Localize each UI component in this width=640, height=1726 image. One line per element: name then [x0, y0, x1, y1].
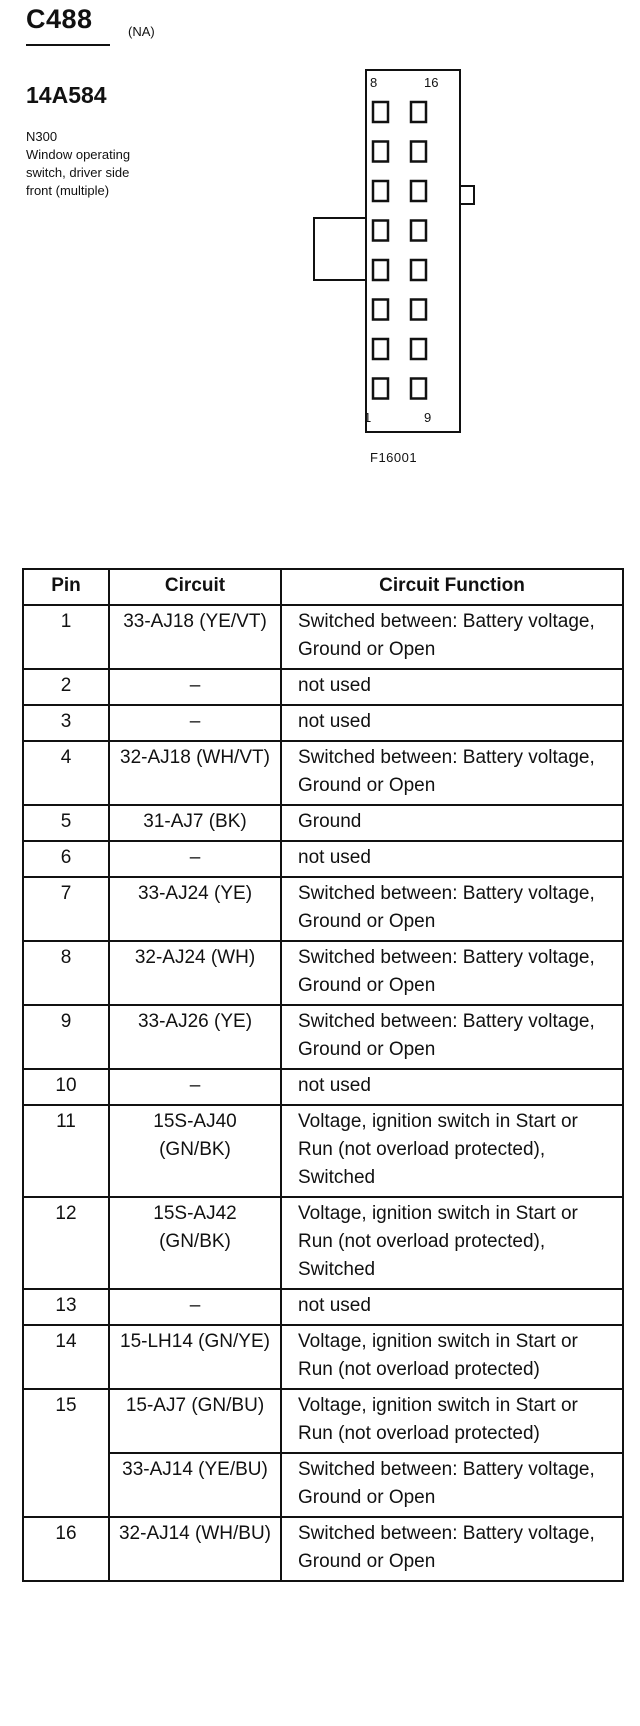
circuit-function: Voltage, ignition switch in Start or Run (not overload protected) [281, 1389, 623, 1453]
circuit-function: Switched between: Battery voltage, Ground or Open [281, 605, 623, 669]
part-number: 14A584 [26, 82, 107, 108]
circuit-id: 33-AJ18 (YE/VT) [109, 605, 281, 669]
pin-cavity [411, 221, 426, 241]
circuit-function: Ground [281, 805, 623, 841]
circuit-id: 32-AJ18 (WH/VT) [109, 741, 281, 805]
pin-label-top-right: 16 [424, 75, 439, 90]
header-pin: Pin [23, 569, 109, 605]
table-row [23, 705, 623, 741]
left-locking-tab [314, 218, 366, 280]
table-row [23, 877, 623, 941]
table-row [23, 941, 623, 1005]
table-row [23, 841, 623, 877]
table-header-row [23, 569, 623, 605]
pin-cavity [411, 102, 426, 122]
pin-label-top-left: 8 [370, 75, 378, 90]
pin-cavity [411, 142, 426, 162]
table-row [23, 1069, 623, 1105]
circuit-id: 15-AJ7 (GN/BU) [109, 1389, 281, 1453]
table-row [23, 1197, 623, 1289]
circuit-id: 15-LH14 (GN/YE) [109, 1325, 281, 1389]
circuit-function: not used [281, 1069, 623, 1105]
circuit-function: Voltage, ignition switch in Start or Run (not overload protected), Switched [281, 1197, 623, 1289]
pin-cavity [373, 102, 388, 122]
figure-id: F16001 [370, 450, 418, 465]
pin-number: 10 [23, 1069, 109, 1105]
pin-number: 9 [23, 1005, 109, 1069]
circuit-function: Switched between: Battery voltage, Ground or Open [281, 877, 623, 941]
description-line: switch, driver side [26, 165, 130, 180]
pin-label-bottom-right: 9 [424, 410, 432, 425]
pin-cavity [411, 260, 426, 280]
circuit-id: 15S-AJ40 (GN/BK) [109, 1105, 281, 1197]
table-row [23, 1517, 623, 1581]
pin-cavity [373, 142, 388, 162]
pin-number: 8 [23, 941, 109, 1005]
description-line: N300 [26, 129, 58, 144]
circuit-function: Voltage, ignition switch in Start or Run (not overload protected), Switched [281, 1105, 623, 1197]
region-label: (NA) [128, 24, 155, 39]
table-row [23, 805, 623, 841]
pin-number: 6 [23, 841, 109, 877]
pin-cavity [373, 300, 388, 320]
circuit-function: not used [281, 705, 623, 741]
pin-cavity [373, 181, 388, 201]
circuit-id: 33-AJ24 (YE) [109, 877, 281, 941]
pin-cavity [373, 260, 388, 280]
pin-cavity [373, 339, 388, 359]
right-key-tab [460, 186, 474, 204]
pin-cavity [411, 300, 426, 320]
connector-face-diagram [0, 0, 640, 500]
pin-number: 4 [23, 741, 109, 805]
circuit-id: 32-AJ14 (WH/BU) [109, 1517, 281, 1581]
circuit-function: not used [281, 1289, 623, 1325]
circuit-id: – [109, 841, 281, 877]
description-line: front (multiple) [26, 183, 110, 198]
circuit-function: Switched between: Battery voltage, Ground or Open [281, 1517, 623, 1581]
circuit-function: Switched between: Battery voltage, Ground or Open [281, 941, 623, 1005]
header-circuit-function: Circuit Function [281, 569, 623, 605]
pin-number: 3 [23, 705, 109, 741]
circuit-function: Switched between: Battery voltage, Ground or Open [281, 1005, 623, 1069]
circuit-function: not used [281, 841, 623, 877]
pin-label-bottom-left: 1 [364, 410, 372, 425]
circuit-id: 33-AJ14 (YE/BU) [109, 1453, 281, 1517]
pin-number: 16 [23, 1517, 109, 1581]
circuit-id: – [109, 705, 281, 741]
circuit-function: Voltage, ignition switch in Start or Run (not overload protected) [281, 1325, 623, 1389]
table-row [23, 741, 623, 805]
header-circuit: Circuit [109, 569, 281, 605]
circuit-id: 32-AJ24 (WH) [109, 941, 281, 1005]
connector-id: C488 [26, 4, 93, 34]
pin-number: 7 [23, 877, 109, 941]
table-row [23, 605, 623, 669]
circuit-id: 33-AJ26 (YE) [109, 1005, 281, 1069]
circuit-id: 15S-AJ42 (GN/BK) [109, 1197, 281, 1289]
pin-number: 5 [23, 805, 109, 841]
table-row [23, 1289, 623, 1325]
pin-number: 1 [23, 605, 109, 669]
circuit-function: Switched between: Battery voltage, Ground or Open [281, 741, 623, 805]
pin-number: 14 [23, 1325, 109, 1389]
pin-number: 2 [23, 669, 109, 705]
table-row [23, 1453, 623, 1517]
table-row [23, 669, 623, 705]
table-row [23, 1325, 623, 1389]
circuit-id: – [109, 1289, 281, 1325]
table-row [23, 1105, 623, 1197]
pin-number: 11 [23, 1105, 109, 1197]
pinout-table [22, 568, 624, 1582]
pin-cavity [411, 181, 426, 201]
circuit-id: 31-AJ7 (BK) [109, 805, 281, 841]
table-row [23, 1005, 623, 1069]
pin-cavity [411, 339, 426, 359]
pin-number: 13 [23, 1289, 109, 1325]
pin-cavity [373, 379, 388, 399]
table-row [23, 1389, 623, 1453]
circuit-id: – [109, 1069, 281, 1105]
circuit-id: – [109, 669, 281, 705]
pin-cavity [411, 379, 426, 399]
pin-number: 15 [23, 1389, 109, 1517]
pin-number: 12 [23, 1197, 109, 1289]
circuit-function: not used [281, 669, 623, 705]
circuit-function: Switched between: Battery voltage, Ground or Open [281, 1453, 623, 1517]
description-line: Window operating [26, 147, 131, 162]
pin-cavity [373, 221, 388, 241]
